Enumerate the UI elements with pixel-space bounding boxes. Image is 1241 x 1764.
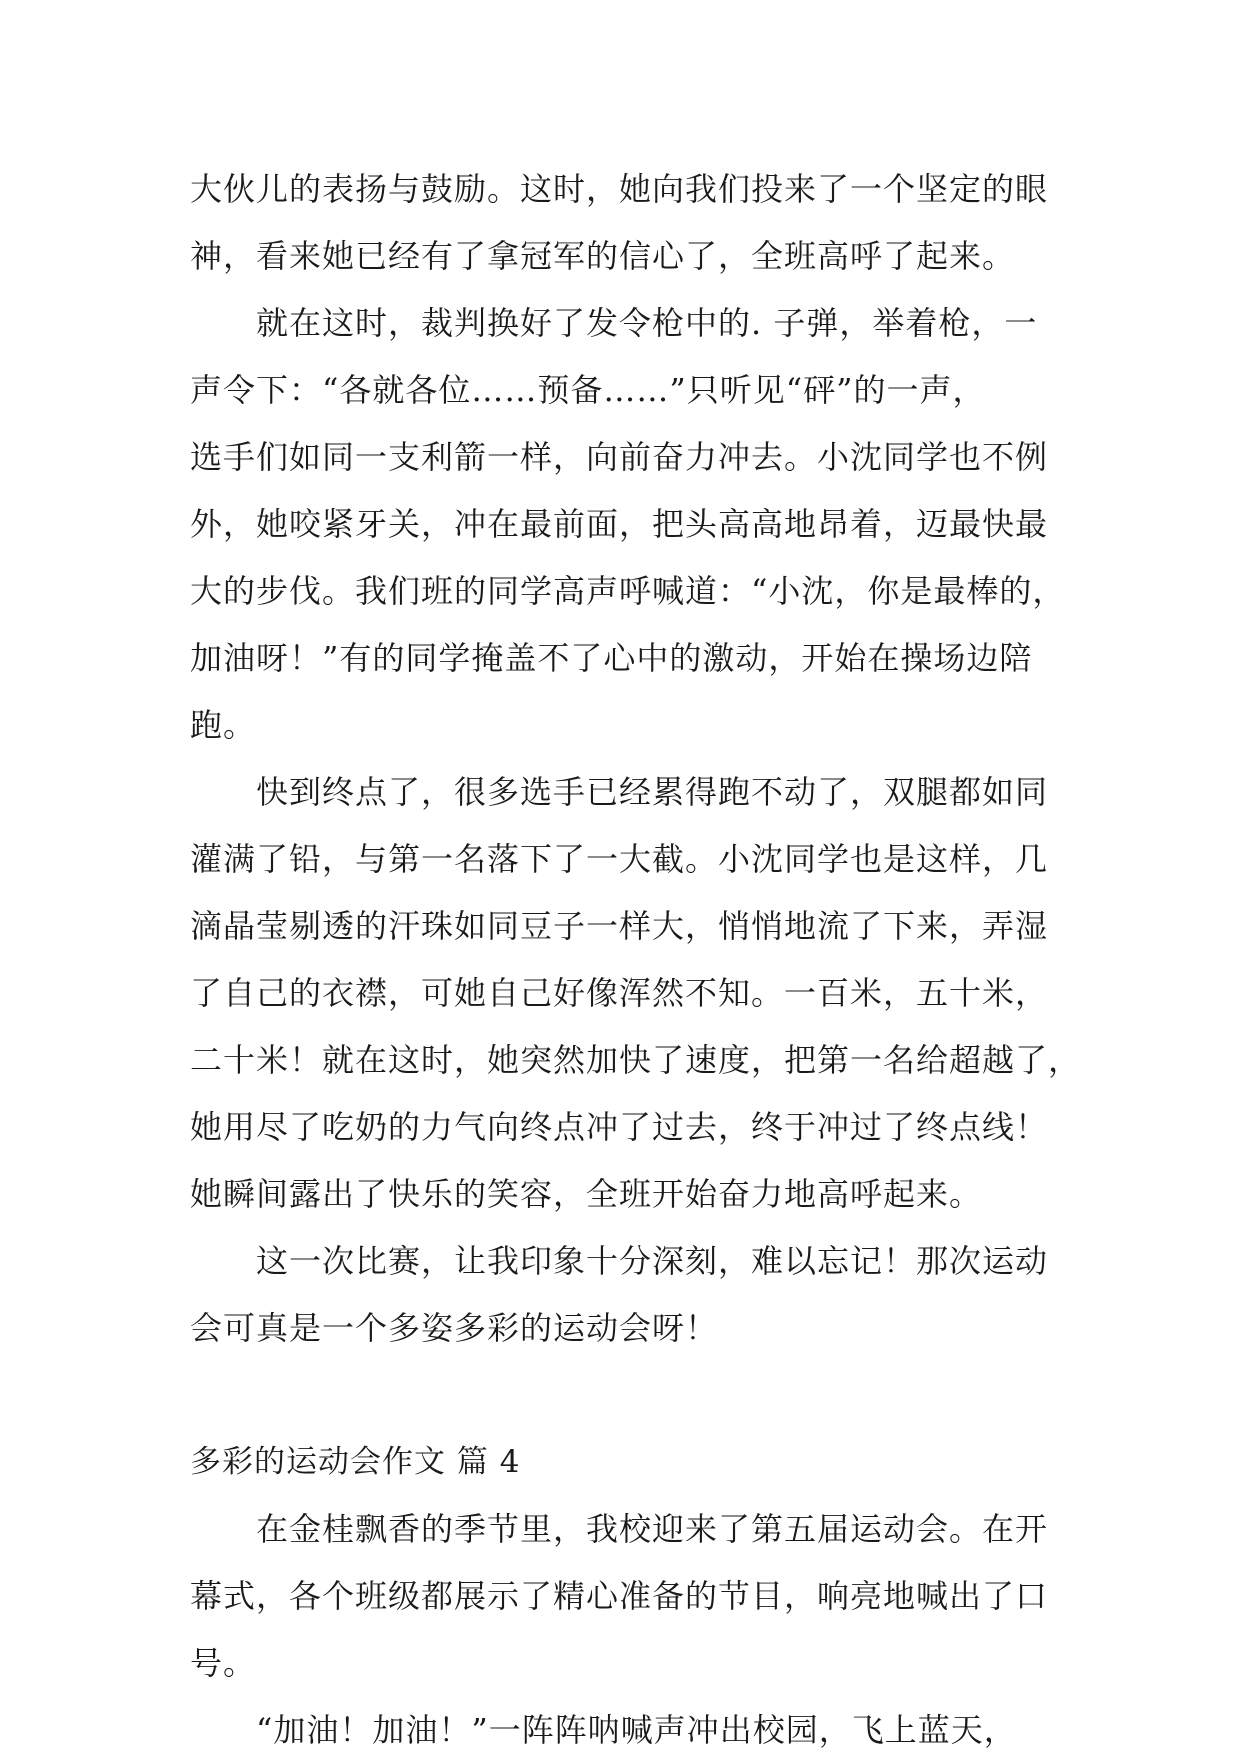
text-line: 这一次比赛，让我印象十分深刻，难以忘记！那次运动 (256, 1242, 1049, 1280)
text-line: 加油呀！”有的同学掩盖不了心中的激动，开始在操场边陪 (190, 639, 1033, 677)
text-line: 会可真是一个多姿多彩的运动会呀！ (190, 1309, 719, 1347)
text-line: 大伙儿的表扬与鼓励。这时，她向我们投来了一个坚定的眼 (190, 170, 1049, 208)
text-line: 外，她咬紧牙关，冲在最前面，把头高高地昂着，迈最快最 (190, 505, 1049, 543)
text-line: 神，看来她已经有了拿冠军的信心了，全班高呼了起来。 (190, 237, 1016, 275)
text-line: 她瞬间露出了快乐的笑容，全班开始奋力地高呼起来。 (190, 1175, 983, 1213)
text-line: 号。 (190, 1644, 257, 1682)
paragraph (190, 1496, 1070, 1697)
text-line: 了自己的衣襟，可她自己好像浑然不知。一百米，五十米， (190, 974, 1049, 1012)
text-line: 滴晶莹剔透的汗珠如同豆子一样大，悄悄地流了下来，弄湿 (190, 907, 1049, 945)
section-heading: 多彩的运动会作文 篇 4 (190, 1444, 521, 1480)
text-line: 大的步伐。我们班的同学高声呼喊道：“小沈，你是最棒的， (190, 572, 1066, 610)
text-line: 在金桂飘香的季节里，我校迎来了第五届运动会。在开 (256, 1510, 1049, 1548)
paragraph (190, 156, 1070, 290)
text-line: 跑。 (190, 706, 257, 744)
text-line: 她用尽了吃奶的力气向终点冲了过去，终于冲过了终点线！ (190, 1108, 1049, 1146)
paragraph (190, 1228, 1070, 1362)
paragraph (190, 759, 1082, 1228)
document-body (190, 156, 1082, 1764)
text-line: 选手们如同一支利箭一样，向前奋力冲去。小沈同学也不例 (190, 438, 1049, 476)
text-line: 二十米！就在这时，她突然加快了速度，把第一名给超越了， (190, 1041, 1082, 1079)
text-line: 就在这时，裁判换好了发令枪中的. 子弹，举着枪，一 (256, 304, 1038, 342)
text-line: 快到终点了，很多选手已经累得跑不动了，双腿都如同 (256, 773, 1049, 811)
text-line: “加油！加油！”一阵阵呐喊声冲出校园，飞上蓝天， (256, 1711, 1017, 1749)
text-line: 灌满了铅，与第一名落下了一大截。小沈同学也是这样，几 (190, 840, 1049, 878)
text-line: 幕式，各个班级都展示了精心准备的节目，响亮地喊出了口 (190, 1577, 1049, 1615)
paragraph-spacer (190, 1362, 1070, 1429)
paragraph (190, 290, 1070, 759)
text-line: 声令下：“各就各位……预备……”只听见“砰”的一声， (190, 371, 986, 409)
